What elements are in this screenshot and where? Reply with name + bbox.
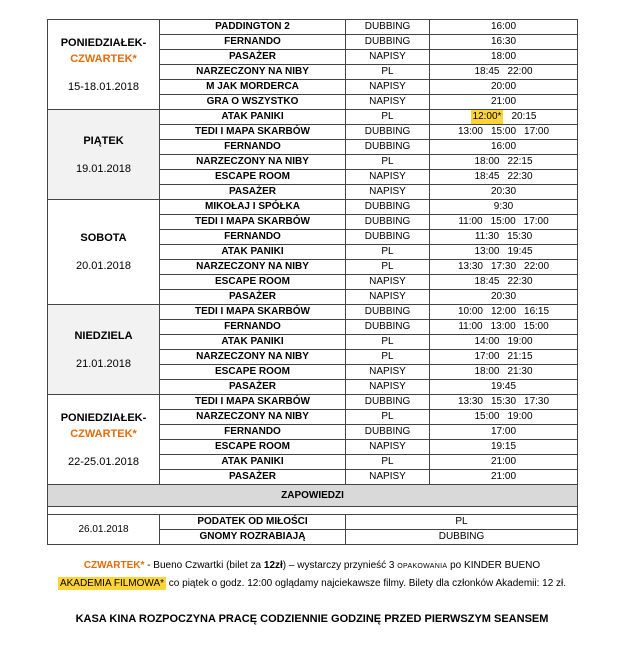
day-date: 19.01.2018 <box>75 162 132 175</box>
movie-version: DUBBING <box>346 395 430 410</box>
showtimes <box>430 125 578 140</box>
movie-title: PASAŻER <box>160 290 346 305</box>
showtime: 14:00 <box>474 336 500 347</box>
movie-title: TEDI I MAPA SKARBÓW <box>160 305 346 320</box>
showtime: 11:00 <box>458 216 483 227</box>
announcements-header-row <box>48 485 578 507</box>
movie-title: NARZECZONY NA NIBY <box>160 410 346 425</box>
showtime: 20:30 <box>490 291 517 302</box>
movie-version: PL <box>346 455 430 470</box>
showtime: 22:00 <box>524 261 550 272</box>
day-block <box>48 20 578 110</box>
day-block <box>48 305 578 395</box>
movie-title: PASAŻER <box>160 380 346 395</box>
akademia-note-text: co piątek o godz. 12:00 oglądamy najciekawsze filmy. Bilety dla członków Akademii: 12 zł. <box>166 578 567 589</box>
showtime: 17:00 <box>490 426 517 437</box>
showtime: 17:30 <box>524 396 550 407</box>
showtimes <box>430 365 578 380</box>
movie-title: FERNANDO <box>160 320 346 335</box>
showtimes <box>430 425 578 440</box>
showtime: 18:45 <box>474 171 500 182</box>
czwartek-note-text-3: po KINDER BUENO <box>447 560 541 571</box>
showtimes <box>430 230 578 245</box>
day-name: PIĄTEK <box>83 134 124 147</box>
movie-version: NAPISY <box>346 380 430 395</box>
movie-version: NAPISY <box>346 95 430 110</box>
showtime: 16:15 <box>524 306 550 317</box>
announcement-title: GNOMY ROZRABIAJĄ <box>160 530 346 545</box>
showtime: 16:00 <box>490 141 517 152</box>
table-row <box>48 20 578 35</box>
announcement-title: PODATEK OD MIŁOŚCI <box>160 515 346 530</box>
showtimes <box>430 380 578 395</box>
showtime: 20:00 <box>490 81 517 92</box>
movie-title: NARZECZONY NA NIBY <box>160 155 346 170</box>
showtime: 9:30 <box>493 201 514 212</box>
showtime: 18:00 <box>474 156 500 167</box>
day-block <box>48 395 578 485</box>
showtime: 15:00 <box>490 126 517 137</box>
movie-title: PADDINGTON 2 <box>160 20 346 35</box>
movie-title: ESCAPE ROOM <box>160 275 346 290</box>
spacer-cell <box>48 507 578 515</box>
showtime: 16:00 <box>490 21 517 32</box>
movie-version: DUBBING <box>346 215 430 230</box>
movie-title: MIKOŁAJ I SPÓŁKA <box>160 200 346 215</box>
announcement-version: DUBBING <box>346 530 578 545</box>
showtimes <box>430 245 578 260</box>
showtimes <box>430 140 578 155</box>
showtime: 15:30 <box>507 231 533 242</box>
showtime: 22:00 <box>507 66 533 77</box>
day-cell <box>48 305 160 395</box>
showtime: 16:30 <box>490 36 517 47</box>
table-row <box>48 110 578 125</box>
showtime: 12:00* <box>472 111 502 122</box>
showtime: 22:30 <box>507 171 533 182</box>
showtimes <box>430 50 578 65</box>
day-cell <box>48 200 160 305</box>
day-cell <box>48 110 160 200</box>
movie-title: ATAK PANIKI <box>160 455 346 470</box>
showtime: 17:00 <box>474 351 500 362</box>
showtimes <box>430 65 578 80</box>
showtime: 21:30 <box>507 366 533 377</box>
movie-version: PL <box>346 350 430 365</box>
movie-version: NAPISY <box>346 275 430 290</box>
showtime: 18:00 <box>490 51 517 62</box>
showtimes <box>430 305 578 320</box>
czwartek-note-text-2: ) – wystarczy przynieść 3 <box>282 560 398 571</box>
movie-title: ATAK PANIKI <box>160 245 346 260</box>
showtimes <box>430 335 578 350</box>
showtimes <box>430 440 578 455</box>
showtime: 13:30 <box>457 396 483 407</box>
czwartek-note <box>0 560 624 571</box>
showtime: 22:15 <box>507 156 533 167</box>
showtime: 22:30 <box>507 276 533 287</box>
showtime: 17:30 <box>490 261 517 272</box>
showtime: 18:00 <box>474 366 500 377</box>
movie-title: ESCAPE ROOM <box>160 365 346 380</box>
movie-title: NARZECZONY NA NIBY <box>160 350 346 365</box>
day-date: 21.01.2018 <box>75 357 132 370</box>
showtimes <box>430 20 578 35</box>
showtimes <box>430 170 578 185</box>
spacer-row <box>48 507 578 515</box>
showtime: 15:00 <box>474 411 500 422</box>
showtimes <box>430 260 578 275</box>
movie-title: FERNANDO <box>160 230 346 245</box>
day-cell <box>48 20 160 110</box>
announcements-block <box>48 485 578 545</box>
movie-title: NARZECZONY NA NIBY <box>160 65 346 80</box>
showtimes <box>430 455 578 470</box>
movie-version: NAPISY <box>346 470 430 485</box>
showtime: 19:45 <box>507 246 533 257</box>
showtimes <box>430 410 578 425</box>
showtime: 20:15 <box>511 111 537 122</box>
movie-version: DUBBING <box>346 35 430 50</box>
showtimes <box>430 185 578 200</box>
schedule-table <box>47 19 578 545</box>
showtimes <box>430 80 578 95</box>
day-date: 20.01.2018 <box>75 260 132 272</box>
movie-version: PL <box>346 260 430 275</box>
akademia-note-label: AKADEMIA FILMOWA* <box>59 578 165 589</box>
movie-version: DUBBING <box>346 305 430 320</box>
day-name: PONIEDZIAŁEK- <box>60 36 147 49</box>
announcement-row <box>48 515 578 530</box>
movie-version: PL <box>346 65 430 80</box>
czwartek-note-label: CZWARTEK* <box>83 560 145 571</box>
movie-title: PASAŻER <box>160 50 346 65</box>
movie-title: ATAK PANIKI <box>160 335 346 350</box>
showtime: 12:00 <box>490 306 517 317</box>
showtimes <box>430 95 578 110</box>
showtime: 13:30 <box>457 261 483 272</box>
movie-version: DUBBING <box>346 230 430 245</box>
movie-version: PL <box>346 410 430 425</box>
day-block <box>48 110 578 200</box>
day-name: NIEDZIELA <box>74 329 133 342</box>
movie-title: PASAŻER <box>160 185 346 200</box>
movie-version: NAPISY <box>346 440 430 455</box>
showtime: 15:00 <box>490 216 516 227</box>
czwartek-note-price: 12zł <box>263 560 283 571</box>
czwartek-note-small: OPAKOWANIA <box>397 563 448 570</box>
showtimes <box>430 395 578 410</box>
movie-version: DUBBING <box>346 125 430 140</box>
movie-version: DUBBING <box>346 425 430 440</box>
movie-title: NARZECZONY NA NIBY <box>160 260 346 275</box>
showtimes <box>430 470 578 485</box>
showtime: 18:45 <box>474 66 500 77</box>
showtime: 21:00 <box>490 456 517 467</box>
showtime: 19:15 <box>490 441 517 452</box>
showtimes <box>430 110 578 125</box>
day-subtitle: CZWARTEK* <box>70 52 137 65</box>
movie-title: PASAŻER <box>160 470 346 485</box>
movie-version: NAPISY <box>346 185 430 200</box>
movie-version: NAPISY <box>346 365 430 380</box>
movie-version: DUBBING <box>346 20 430 35</box>
showtime: 13:00 <box>457 126 483 137</box>
showtime: 21:15 <box>507 351 533 362</box>
movie-title: TEDI I MAPA SKARBÓW <box>160 125 346 140</box>
movie-version: NAPISY <box>346 50 430 65</box>
day-block <box>48 200 578 305</box>
showtime: 15:30 <box>490 396 517 407</box>
movie-version: NAPISY <box>346 170 430 185</box>
showtime: 19:00 <box>507 336 533 347</box>
akademia-note <box>0 578 624 589</box>
day-name: SOBOTA <box>80 232 127 244</box>
showtimes <box>430 200 578 215</box>
movie-version: NAPISY <box>346 80 430 95</box>
showtime: 10:00 <box>457 306 483 317</box>
showtime: 11:00 <box>458 321 483 332</box>
movie-title: M JAK MORDERCA <box>160 80 346 95</box>
showtime: 21:00 <box>490 471 517 482</box>
movie-title: FERNANDO <box>160 35 346 50</box>
showtime: 17:00 <box>524 126 550 137</box>
movie-version: PL <box>346 155 430 170</box>
showtimes <box>430 35 578 50</box>
movie-version: DUBBING <box>346 200 430 215</box>
showtimes <box>430 290 578 305</box>
movie-version: PL <box>346 335 430 350</box>
day-cell <box>48 395 160 485</box>
showtime: 13:00 <box>474 246 500 257</box>
movie-title: TEDI I MAPA SKARBÓW <box>160 215 346 230</box>
showtime: 11:30 <box>474 231 500 242</box>
day-date: 22-25.01.2018 <box>68 455 139 468</box>
showtimes <box>430 155 578 170</box>
movie-title: ESCAPE ROOM <box>160 440 346 455</box>
movie-title: FERNANDO <box>160 425 346 440</box>
czwartek-note-text-1: - Bueno Czwartki (bilet za <box>144 560 264 571</box>
movie-title: TEDI I MAPA SKARBÓW <box>160 395 346 410</box>
table-row <box>48 305 578 320</box>
announcement-date: 26.01.2018 <box>48 515 160 545</box>
showtime: 20:30 <box>490 186 517 197</box>
table-row <box>48 200 578 215</box>
day-date: 15-18.01.2018 <box>68 80 139 93</box>
showtime: 17:00 <box>523 216 549 227</box>
movie-version: DUBBING <box>346 140 430 155</box>
movie-title: FERNANDO <box>160 140 346 155</box>
day-subtitle: CZWARTEK* <box>70 427 137 440</box>
movie-version: PL <box>346 110 430 125</box>
footer-notice: KASA KINA ROZPOCZYNA PRACĘ CODZIENNIE GODZINĘ PRZED PIERWSZYM SEANSEM <box>75 613 549 625</box>
announcement-version: PL <box>346 515 578 530</box>
movie-version: NAPISY <box>346 290 430 305</box>
table-row <box>48 395 578 410</box>
movie-title: ATAK PANIKI <box>160 110 346 125</box>
showtimes <box>430 215 578 230</box>
movie-version: PL <box>346 245 430 260</box>
movie-version: DUBBING <box>346 320 430 335</box>
movie-title: ESCAPE ROOM <box>160 170 346 185</box>
showtime: 19:00 <box>507 411 533 422</box>
showtime: 18:45 <box>474 276 500 287</box>
showtime: 19:45 <box>490 381 517 392</box>
showtimes <box>430 350 578 365</box>
showtimes <box>430 320 578 335</box>
movie-title: GRA O WSZYSTKO <box>160 95 346 110</box>
announcements-header: ZAPOWIEDZI <box>48 485 578 507</box>
showtimes <box>430 275 578 290</box>
day-name: PONIEDZIAŁEK- <box>60 411 147 424</box>
showtime: 13:00 <box>490 321 516 332</box>
showtime: 15:00 <box>523 321 549 332</box>
showtime: 21:00 <box>490 96 517 107</box>
